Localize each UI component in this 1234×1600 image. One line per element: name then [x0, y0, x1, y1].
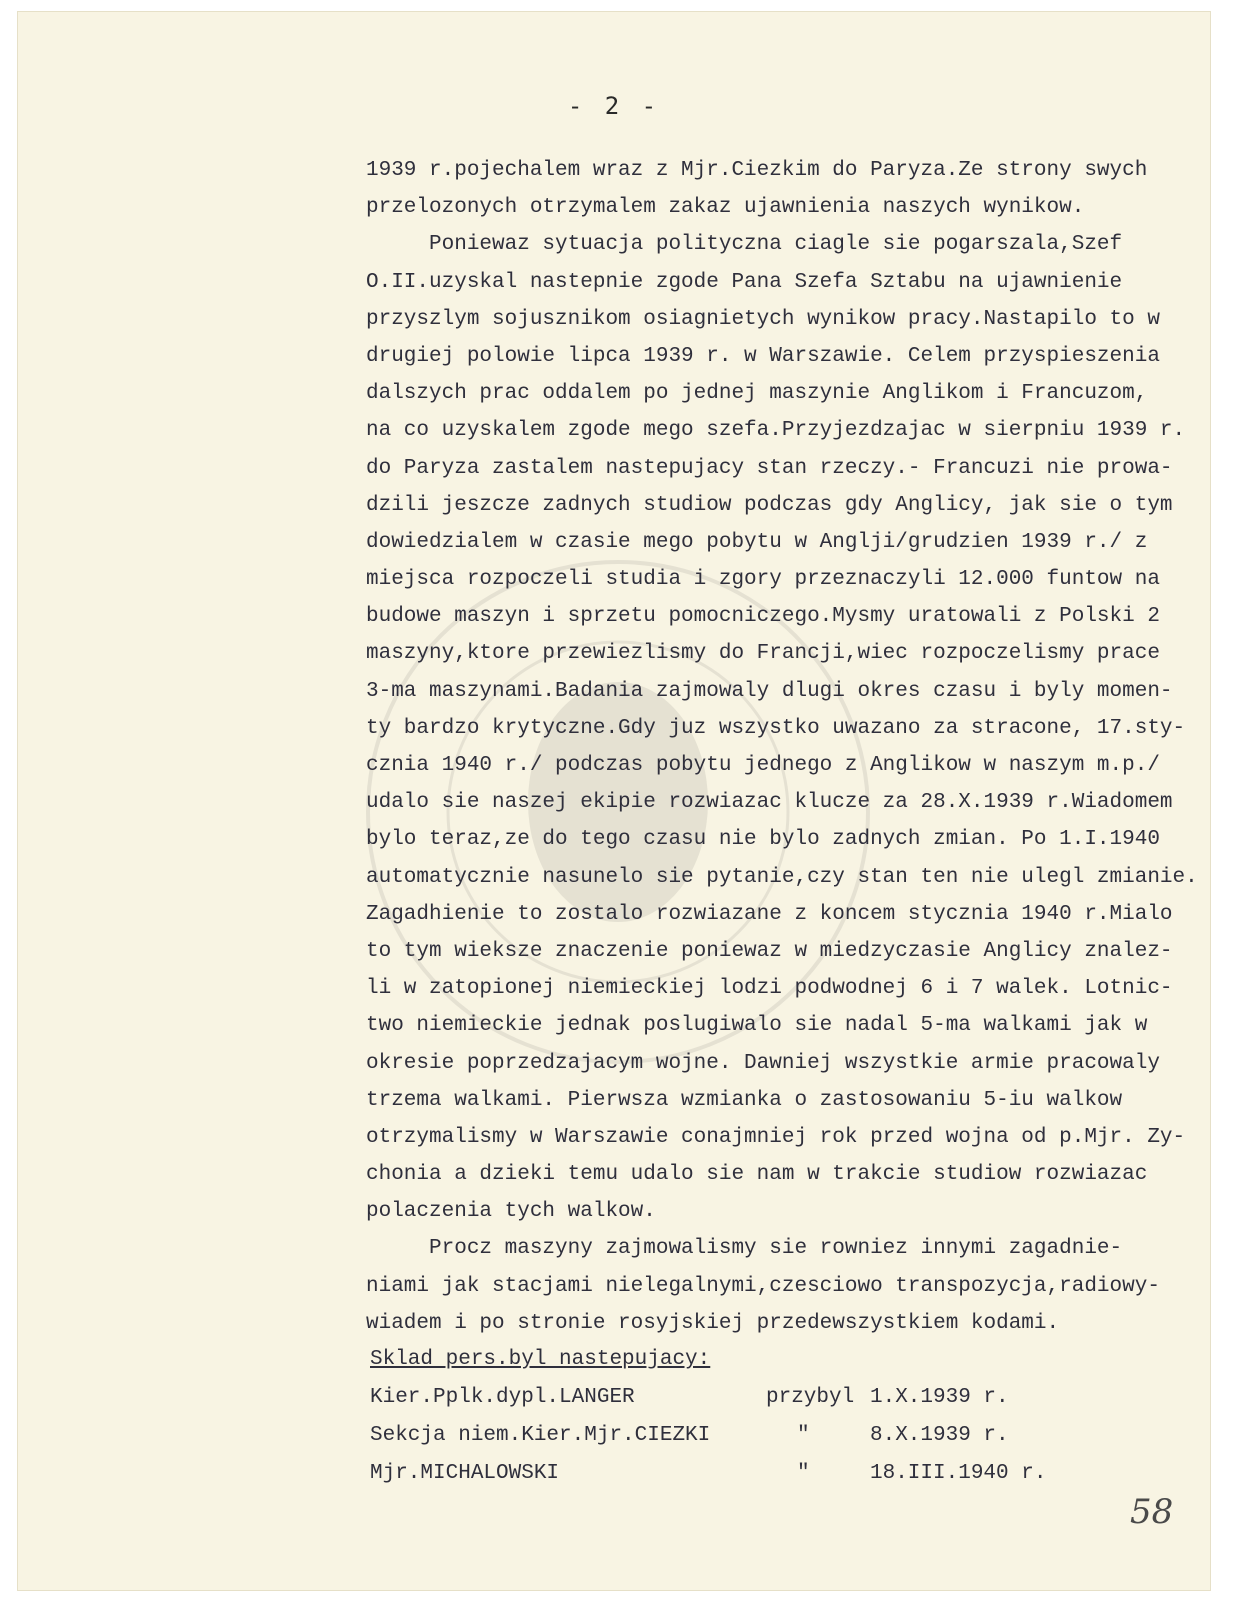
staff-status: przybyl	[766, 1386, 855, 1409]
text-line: miejsca rozpoczeli studia i zgory przeznaczyli 12.000 funtow na	[366, 568, 1160, 592]
staff-name: Mjr.MICHALOWSKI	[370, 1462, 560, 1485]
staff-row	[370, 1424, 1009, 1462]
text-line: two niemieckie jednak poslugiwalo sie nadal 5-ma walkami jak w	[366, 1014, 1148, 1038]
staff-row	[370, 1462, 1047, 1500]
text-line: cznia 1940 r./ podczas pobytu jednego z Anglikow w naszym m.p./	[366, 754, 1160, 777]
text-line: 3-ma maszynami.Badania zajmowaly dlugi okres czasu i byly momen-	[366, 679, 1173, 703]
text-line: chonia a dzieki temu udalo sie nam w trakcie studiow rozwiazac	[366, 1163, 1148, 1187]
staff-title: Sklad pers.byl nastepujacy:	[370, 1348, 711, 1371]
text-line: Procz maszyny zajmowalismy sie rowniez innymi zagadnie-	[366, 1237, 1123, 1261]
text-line: wiadem i po stronie rosyjskiej przedewszystkiem kodami.	[366, 1311, 1060, 1335]
text-line: Zagadhienie to zostalo rozwiazane z koncem stycznia 1940 r.Mialo	[366, 902, 1173, 926]
text-line: Poniewaz sytuacja polityczna ciagle sie pogarszala,Szef	[366, 233, 1123, 257]
document-page	[18, 12, 1210, 1590]
staff-date: 1.X.1939 r.	[870, 1386, 1009, 1409]
text-line: O.II.uzyskal nastepnie zgode Pana Szefa Sztabu na ujawnienie	[366, 270, 1123, 294]
text-line: budowe maszyn i sprzetu pomocniczego.Mysmy uratowali z Polski 2	[366, 605, 1160, 629]
staff-name: Sekcja niem.Kier.Mjr.CIEZKI	[370, 1424, 711, 1447]
text-line: do Paryza zastalem nastepujacy stan rzeczy.- Francuzi nie prowa-	[366, 456, 1173, 480]
text-line: dalszych prac oddalem po jednej maszynie Anglikom i Francuzom,	[366, 382, 1148, 406]
staff-row	[370, 1386, 1009, 1424]
text-line: trzema walkami. Pierwsza wzmianka o zastosowaniu 5-iu walkow	[366, 1088, 1123, 1112]
text-line: automatycznie nasunelo sie pytanie,czy stan ten nie ulegl zmianie.	[366, 865, 1198, 889]
text-line: ty bardzo krytyczne.Gdy juz wszystko uwazano za stracone, 17.sty-	[366, 716, 1186, 740]
text-line: dzili jeszcze zadnych studiow podczas gdy Anglicy, jak sie o tym	[366, 493, 1173, 517]
text-line: 1939 r.pojechalem wraz z Mjr.Ciezkim do Paryza.Ze strony swych	[366, 159, 1148, 182]
body-text	[366, 152, 1198, 1342]
staff-name: Kier.Pplk.dypl.LANGER	[370, 1386, 635, 1409]
text-line: otrzymalismy w Warszawie conajmniej rok przed wojna od p.Mjr. Zy-	[366, 1125, 1186, 1149]
text-line: udalo sie naszej ekipie rozwiazac klucze za 28.X.1939 r.Wiadomem	[366, 791, 1173, 815]
text-line: bylo teraz,ze do tego czasu nie bylo zadnych zmian. Po 1.I.1940	[366, 828, 1160, 852]
staff-list	[370, 1348, 1047, 1500]
page-number: - 2 -	[567, 92, 661, 120]
text-line: na co uzyskalem zgode mego szefa.Przyjezdzajac w sierpniu 1939 r.	[366, 419, 1186, 443]
text-line: okresie poprzedzajacym wojne. Dawniej wszystkie armie pracowaly	[366, 1051, 1160, 1075]
text-line: li w zatopionej niemieckiej lodzi podwodnej 6 i 7 walek. Lotnic-	[366, 977, 1173, 1001]
staff-status: "	[797, 1462, 810, 1485]
text-line: maszyny,ktore przewiezlismy do Francji,wiec rozpoczelismy prace	[366, 642, 1160, 666]
staff-date: 18.III.1940 r.	[870, 1462, 1047, 1485]
text-line: dowiedzialem w czasie mego pobytu w Anglji/grudzien 1939 r./ z	[366, 530, 1148, 554]
text-line: to tym wieksze znaczenie poniewaz w miedzyczasie Anglicy znalez-	[366, 939, 1173, 963]
text-line: przyszlym sojusznikom osiagnietych wynikow pracy.Nastapilo to w	[366, 307, 1160, 331]
text-line: drugiej polowie lipca 1939 r. w Warszawie. Celem przyspieszenia	[366, 344, 1160, 368]
text-line: niami jak stacjami nielegalnymi,czesciowo transpozycja,radiowy-	[366, 1274, 1160, 1298]
text-line: polaczenia tych walkow.	[366, 1200, 656, 1224]
text-line: przelozonych otrzymalem zakaz ujawnienia naszych wynikow.	[366, 196, 1085, 220]
handwritten-folio-number: 58	[1130, 1492, 1174, 1532]
staff-date: 8.X.1939 r.	[870, 1424, 1009, 1447]
staff-status: "	[797, 1424, 810, 1447]
